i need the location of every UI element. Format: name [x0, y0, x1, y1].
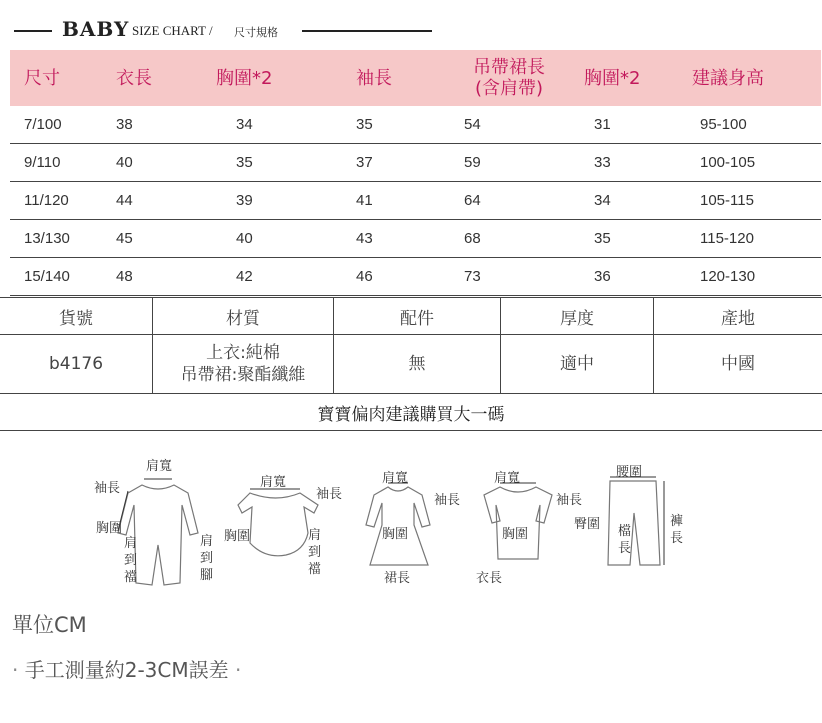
info-material-skirt: 吊帶裙:聚酯纖維: [180, 365, 306, 385]
cell-skirt-length: 64: [444, 182, 574, 220]
subtitle-label: SIZE CHART /: [132, 23, 213, 38]
bodysuit-shoulder-crotch-label: 肩到襠: [308, 528, 322, 577]
measurement-diagram: [90, 455, 700, 600]
table-row: [10, 258, 821, 296]
romper-chest-label: 胸圍: [96, 521, 123, 536]
cell-height: 115-120: [692, 220, 821, 258]
romper-shoulder-foot-label: 肩到腳: [200, 534, 214, 583]
cell-skirt-length: 54: [444, 106, 574, 144]
size-chart-header: [14, 14, 434, 44]
pants-waist-label: 腰圍: [616, 465, 643, 480]
cell-skirt-length: 59: [444, 144, 574, 182]
cell-skirt-length: 68: [444, 220, 574, 258]
size-table: [10, 50, 821, 296]
cell-height: 95-100: [692, 106, 821, 144]
bodysuit-shoulder-label: 肩寬: [260, 475, 287, 490]
top-sleeve-label: 袖長: [556, 493, 583, 508]
romper-shoulder-label: 肩寬: [146, 459, 173, 474]
header-rule-left: [14, 30, 52, 32]
info-header-row: [0, 298, 822, 335]
info-header-origin: 產地: [654, 298, 822, 335]
bodysuit-sleeve-label: 袖長: [316, 487, 343, 502]
header-chest: 胸圍*2: [216, 50, 356, 106]
info-header-thickness: 厚度: [501, 298, 654, 335]
info-material-top: 上衣:純棉: [206, 343, 280, 363]
cell-size: 11/120: [10, 182, 116, 220]
cell-length: 38: [116, 106, 216, 144]
dress-skirt-label: 裙長: [384, 571, 411, 586]
info-sku: b4176: [0, 335, 153, 394]
cell-size: 9/110: [10, 144, 116, 182]
size-table-header: [10, 50, 821, 106]
table-row: [10, 182, 821, 220]
cell-sleeve: 41: [356, 182, 444, 220]
romper-sleeve-label: 袖長: [94, 481, 121, 496]
info-thickness: 適中: [501, 335, 654, 394]
dress-chest-label: 胸圍: [382, 527, 409, 542]
cell-chest-2: 36: [574, 258, 692, 296]
cell-length: 44: [116, 182, 216, 220]
cell-chest-2: 33: [574, 144, 692, 182]
info-material: [153, 335, 334, 394]
header-length: 衣長: [116, 50, 216, 106]
table-row: [10, 106, 821, 144]
pants-crotch-label: 檔長: [618, 524, 632, 556]
cell-sleeve: 37: [356, 144, 444, 182]
cell-size: 7/100: [10, 106, 116, 144]
cell-length: 40: [116, 144, 216, 182]
header-size: 尺寸: [10, 50, 116, 106]
cell-chest-2: 35: [574, 220, 692, 258]
cell-sleeve: 35: [356, 106, 444, 144]
header-chest-2: 胸圍*2: [574, 50, 692, 106]
bodysuit-chest-label: 胸圍: [224, 529, 251, 544]
info-table: [0, 297, 822, 431]
subtitle-cn-label: 尺寸規格: [234, 26, 278, 39]
cell-sleeve: 46: [356, 258, 444, 296]
cell-chest: 40: [216, 220, 356, 258]
info-header-sku: 貨號: [0, 298, 153, 335]
cell-sleeve: 43: [356, 220, 444, 258]
cell-chest: 34: [216, 106, 356, 144]
dress-shoulder-label: 肩寬: [382, 471, 409, 486]
info-value-row: [0, 335, 822, 394]
romper-shoulder-crotch-label: 肩到襠: [124, 536, 138, 585]
info-origin: 中國: [654, 335, 822, 394]
header-sleeve: 袖長: [356, 50, 444, 106]
cell-chest: 39: [216, 182, 356, 220]
cell-skirt-length: 73: [444, 258, 574, 296]
cell-length: 45: [116, 220, 216, 258]
brand-label: BABY: [62, 17, 130, 41]
pants-length-label: 褲長: [670, 514, 684, 546]
cell-chest: 42: [216, 258, 356, 296]
cell-size: 15/140: [10, 258, 116, 296]
measurement-note-text: 手工測量約2-3CM誤差: [24, 658, 229, 682]
pants-outline: [608, 481, 660, 565]
cell-chest: 35: [216, 144, 356, 182]
header-skirt-length: 吊帶裙長 (含肩帶): [444, 50, 574, 106]
size-advice-note: 寶寶偏肉建議購買大一碼: [0, 394, 822, 431]
cell-height: 100-105: [692, 144, 821, 182]
header-height: 建議身高: [692, 50, 821, 106]
cell-chest-2: 34: [574, 182, 692, 220]
cell-length: 48: [116, 258, 216, 296]
info-accessory: 無: [334, 335, 501, 394]
cell-height: 120-130: [692, 258, 821, 296]
info-note-row: [0, 394, 822, 431]
info-header-accessory: 配件: [334, 298, 501, 335]
pants-hip-label: 臀圍: [574, 517, 601, 532]
cell-chest-2: 31: [574, 106, 692, 144]
header-rule-right: [302, 30, 432, 32]
unit-label: 單位CM: [12, 613, 87, 637]
cell-height: 105-115: [692, 182, 821, 220]
top-shoulder-label: 肩寬: [494, 471, 521, 486]
top-chest-label: 胸圍: [502, 527, 529, 542]
top-length-label: 衣長: [476, 571, 503, 586]
dress-sleeve-label: 袖長: [434, 493, 461, 508]
measurement-note: · 手工測量約2-3CM誤差 ·: [12, 658, 242, 682]
table-row: [10, 144, 821, 182]
info-header-material: 材質: [153, 298, 334, 335]
cell-size: 13/130: [10, 220, 116, 258]
table-row: [10, 220, 821, 258]
